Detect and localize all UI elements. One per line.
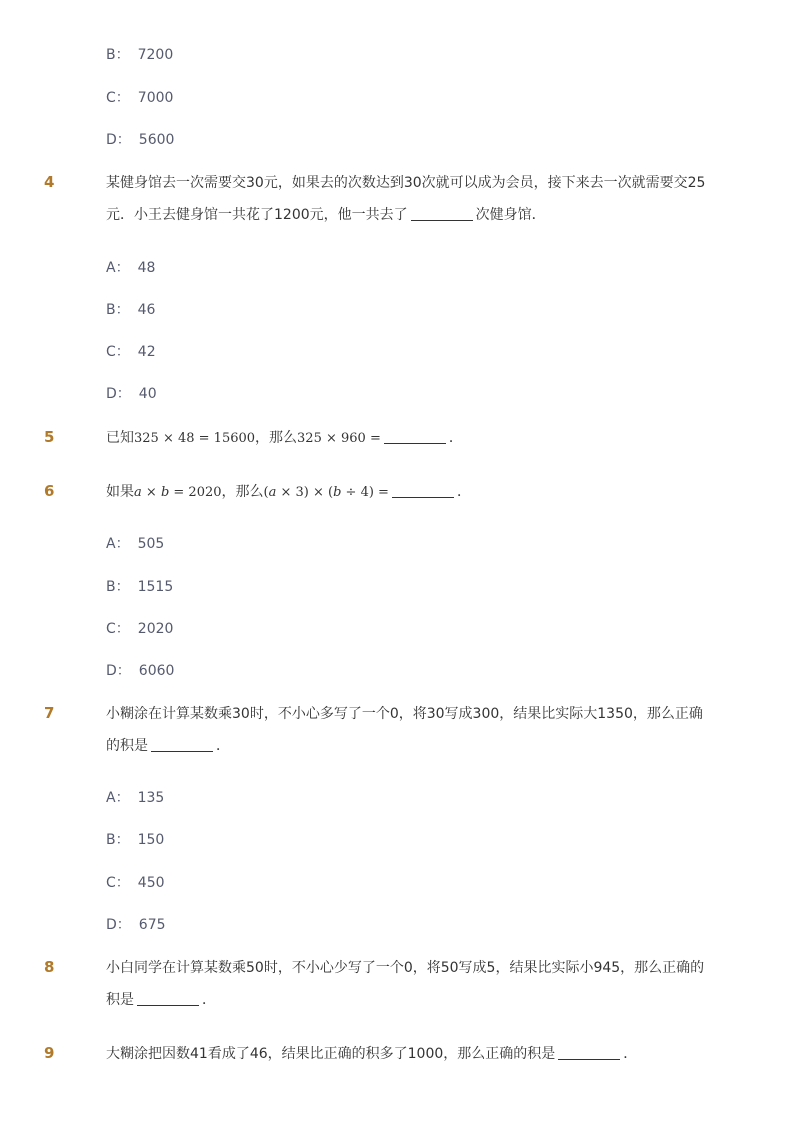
q7-option-b: B： 150 — [106, 832, 165, 848]
q4-text-line1: 某健身馆去一次需要交30元，如果去的次数达到30次就可以成为会员，接下来去一次就需要交25 — [106, 175, 706, 191]
q4-number: 4 — [44, 173, 55, 191]
q7-option-c: C： 450 — [106, 875, 165, 891]
q3-option-d: D： 5600 — [106, 132, 175, 148]
q6-option-a: A： 505 — [106, 536, 165, 552]
q9-answer-blank — [558, 1045, 620, 1060]
q7-text-line1: 小糊涂在计算某数乘30时，不小心多写了一个0，将30写成300，结果比实际大1350，那么正确 — [106, 706, 703, 722]
q3-option-c: C： 7000 — [106, 90, 174, 106]
q4-option-a: A： 48 — [106, 260, 156, 276]
q7-option-d: D： 675 — [106, 917, 166, 933]
q4-option-d: D： 40 — [106, 386, 157, 402]
q7-number: 7 — [44, 704, 55, 722]
q6-option-c: C： 2020 — [106, 621, 174, 637]
q7-option-a: A： 135 — [106, 790, 165, 806]
q6-answer-blank — [392, 483, 454, 498]
q6-option-b: B： 1515 — [106, 579, 174, 595]
q8-text-line2: 积是 ． — [106, 992, 216, 1008]
q6-option-d: D： 6060 — [106, 663, 175, 679]
q7-text-line2: 的积是 ． — [106, 738, 230, 754]
q8-number: 8 — [44, 958, 55, 976]
q6-equation-2: (a × 3) × (b ÷ 4) = — [263, 485, 389, 500]
q6-equation-1: a × b = 2020 — [134, 485, 222, 500]
q4-text-line2: 元．小王去健身馆一共花了1200元，他一共去了 次健身馆． — [106, 207, 546, 223]
q8-answer-blank — [137, 991, 199, 1006]
q4-option-c: C： 42 — [106, 344, 156, 360]
q5-answer-blank — [384, 429, 446, 444]
q4-answer-blank — [411, 206, 473, 221]
q5-text: 已知325 × 48 = 15600，那么325 × 960 = ． — [106, 430, 463, 446]
q9-text: 大糊涂把因数41看成了46，结果比正确的积多了1000，那么正确的积是 ． — [106, 1046, 638, 1062]
q6-text: 如果a × b = 2020，那么(a × 3) × (b ÷ 4) = ． — [106, 484, 471, 500]
q5-number: 5 — [44, 428, 55, 446]
q9-number: 9 — [44, 1044, 55, 1062]
q3-option-b: B： 7200 — [106, 47, 174, 63]
q4-option-b: B： 46 — [106, 302, 156, 318]
q6-number: 6 — [44, 482, 55, 500]
q8-text-line1: 小白同学在计算某数乘50时，不小心少写了一个0，将50写成5，结果比实际小945，那么正确的 — [106, 960, 705, 976]
q7-answer-blank — [151, 737, 213, 752]
